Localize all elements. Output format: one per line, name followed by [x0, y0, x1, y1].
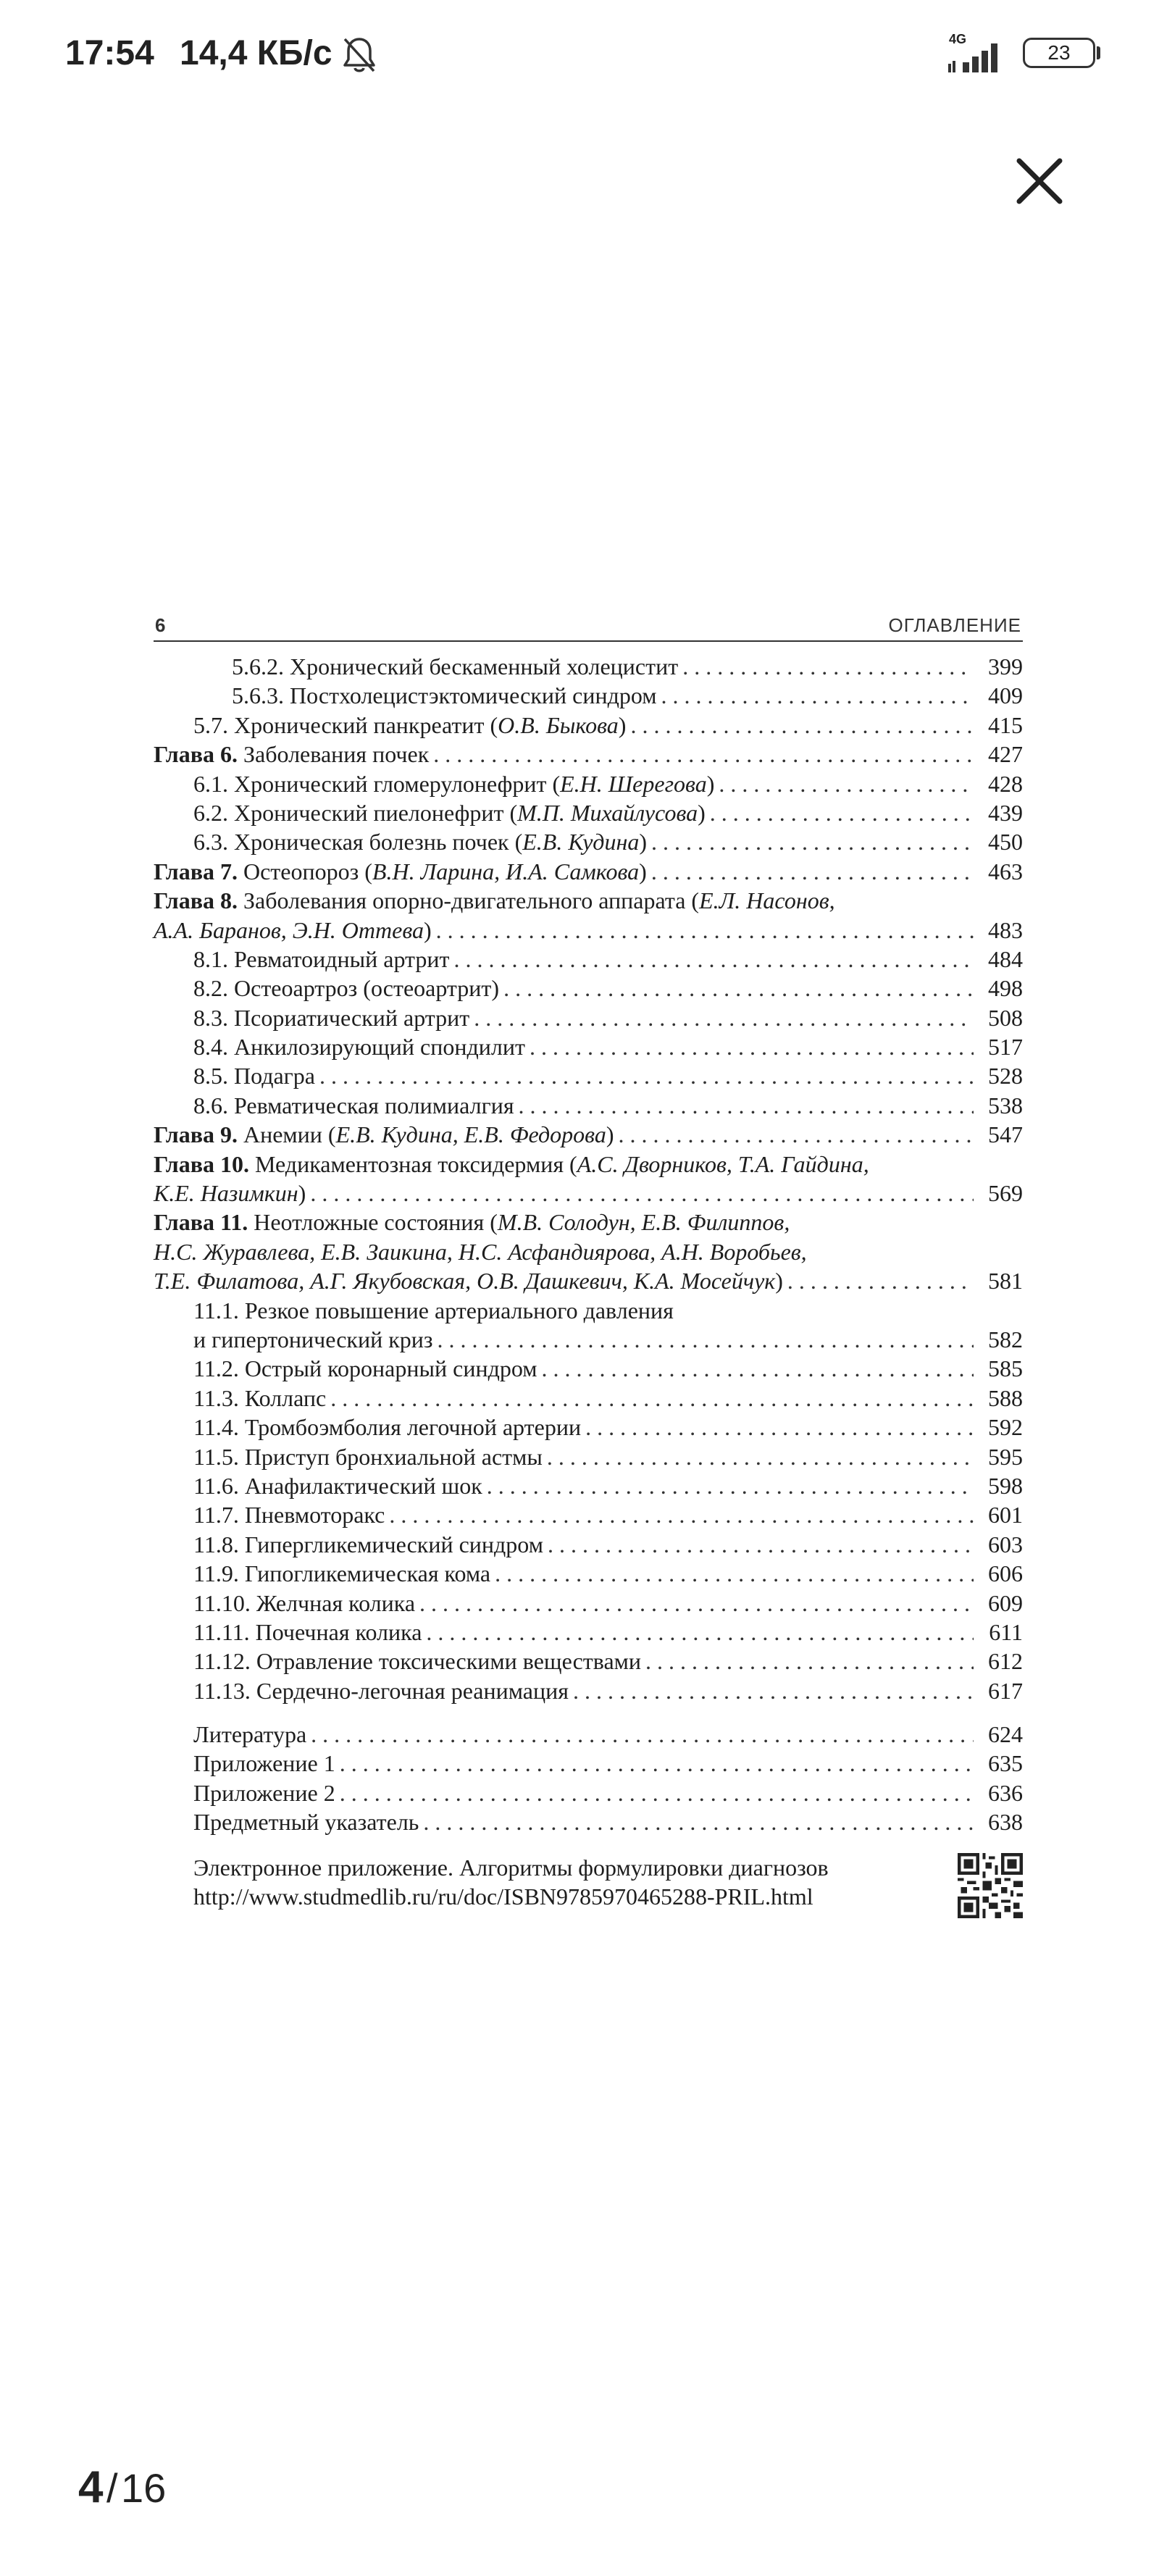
toc-entry	[154, 857, 1023, 886]
toc-entry	[154, 1061, 1023, 1090]
toc-page-number: 439	[988, 799, 1023, 826]
toc-page-number: 427	[988, 741, 1023, 768]
toc-entry	[154, 1647, 1023, 1676]
toc-entry-authors: Е.Л. Насонов,	[699, 887, 835, 914]
toc-entry-title	[154, 916, 432, 945]
toc-entry-title	[193, 1296, 1023, 1325]
toc-entry-title	[193, 1647, 641, 1676]
dot-leader	[661, 681, 974, 710]
toc-entry-tail: )	[639, 858, 647, 885]
toc-entry-text: 11.12. Отравление токсическими веществами	[193, 1648, 642, 1675]
toc-entry-text: Заболевания почек	[237, 741, 430, 768]
toc-entry	[154, 740, 1023, 769]
dot-leader	[438, 1325, 974, 1354]
toc-entry	[154, 1384, 1023, 1413]
toc-page-number: 569	[988, 1180, 1023, 1207]
toc-page-number: 606	[988, 1560, 1023, 1587]
toc-page-number: 409	[988, 682, 1023, 709]
toc-page-number: 415	[988, 711, 1023, 738]
toc-entry	[154, 1413, 1023, 1442]
toc-entry-text: 8.6. Ревматическая полимиалгия	[193, 1092, 514, 1118]
dot-leader	[311, 1720, 974, 1749]
dot-leader	[310, 1179, 974, 1208]
toc-entry	[154, 1749, 1023, 1778]
network-type: 4G	[949, 32, 967, 46]
toc-entry-tail: )	[639, 829, 648, 856]
toc-page-number: 547	[988, 1121, 1023, 1148]
toc-entry-authors: О.В. Быкова	[498, 711, 619, 738]
signal-icon	[945, 29, 1011, 77]
toc-entry-title	[193, 1413, 581, 1442]
toc-page-number: 582	[988, 1326, 1023, 1352]
toc-page-number: 617	[988, 1677, 1023, 1704]
toc-entry-title	[193, 1778, 335, 1807]
toc-entry-tail: )	[424, 916, 432, 943]
qr-code-icon	[958, 1853, 1023, 1918]
dot-leader	[519, 1091, 974, 1120]
page-header	[154, 614, 1023, 642]
toc-entry-title	[193, 769, 714, 798]
toc-entry-text: Литература	[193, 1721, 307, 1748]
toc-entry	[154, 916, 1023, 945]
toc-entry-authors: Е.Н. Шерегова	[560, 770, 707, 797]
toc-entry-authors: К.Е. Назимкин	[154, 1180, 298, 1207]
toc-entry-text: Предметный указатель	[193, 1809, 419, 1836]
dot-leader	[682, 652, 974, 681]
toc-page-number: 592	[988, 1414, 1023, 1441]
toc-page-number: 450	[988, 829, 1023, 856]
toc-entry-text: 5.7. Хронический панкреатит (	[193, 711, 498, 738]
toc-entry	[154, 1179, 1023, 1208]
toc-entry	[154, 1354, 1023, 1383]
page-counter	[78, 2462, 166, 2513]
dot-leader	[651, 827, 974, 856]
toc-entry-authors: М.П. Михайлусова	[517, 799, 698, 826]
dot-leader	[630, 711, 974, 740]
dot-leader	[426, 1618, 974, 1647]
toc-entry	[154, 1150, 1023, 1179]
toc-entry-title	[193, 1471, 482, 1500]
toc-entry	[154, 1003, 1023, 1032]
toc-page-number: 483	[988, 916, 1023, 943]
toc-entry	[154, 1296, 1023, 1325]
toc-entry-text: Остеопороз (	[237, 858, 372, 885]
toc-entry-title	[193, 798, 706, 827]
toc-entry-authors: Е.В. Кудина, Е.В. Федорова	[335, 1121, 606, 1148]
toc-page-number: 595	[988, 1443, 1023, 1470]
toc-entry-text: и гипертонический криз	[193, 1326, 433, 1352]
appendix-link[interactable]: http://www.studmedlib.ru/ru/doc/ISBN9785970465288-PRIL.html	[193, 1883, 813, 1910]
toc-page-number: 508	[988, 1004, 1023, 1031]
battery-icon: 23	[1023, 38, 1095, 68]
toc-entry	[154, 769, 1023, 798]
toc-page-number: 636	[988, 1779, 1023, 1806]
toc-entry	[154, 1530, 1023, 1559]
toc-entry-title	[193, 1559, 490, 1588]
dot-leader	[495, 1559, 974, 1588]
toc-entry	[154, 1120, 1023, 1149]
toc-entry-title	[193, 1091, 514, 1120]
toc-entry	[154, 1325, 1023, 1354]
dot-leader	[419, 1589, 974, 1618]
toc-entry-title	[193, 1749, 335, 1778]
toc-entry-text: 5.6.2. Хронический бескаменный холецистит	[232, 653, 679, 679]
toc-page-number: 603	[988, 1531, 1023, 1557]
toc-entry-title	[193, 1589, 415, 1618]
dot-leader	[651, 857, 974, 886]
toc-entry	[154, 1676, 1023, 1705]
toc-entry-title	[193, 1676, 569, 1705]
dot-leader	[340, 1749, 974, 1778]
toc-entry-authors: А.А. Баранов, Э.Н. Оттева	[154, 916, 424, 943]
dot-leader	[645, 1647, 974, 1676]
appendix-title: Электронное приложение. Алгоритмы формулировки диагнозов	[193, 1854, 829, 1881]
toc-entry	[154, 974, 1023, 1003]
toc-entry-authors: А.С. Дворников, Т.А. Гайдина,	[577, 1150, 869, 1177]
toc-page-number: 612	[988, 1648, 1023, 1675]
toc-entry	[154, 711, 1023, 740]
toc-page-number: 463	[988, 858, 1023, 885]
toc-entry-title	[154, 1208, 1023, 1237]
dot-leader	[542, 1354, 974, 1383]
toc-entry-text: 11.7. Пневмоторакс	[193, 1502, 385, 1529]
toc-entry	[154, 1720, 1023, 1749]
toc-entry-title	[193, 945, 450, 974]
dot-leader	[503, 974, 974, 1003]
dot-leader	[719, 769, 974, 798]
toc-page-number: 538	[988, 1092, 1023, 1118]
toc-entry-text: Приложение 1	[193, 1750, 335, 1777]
toc-entry-text: 11.1. Резкое повышение артериального давления	[193, 1297, 674, 1323]
toc-entry	[154, 1237, 1023, 1266]
status-time: 17:54	[65, 34, 154, 72]
toc-entry-tail: )	[706, 770, 715, 797]
toc-entry-text: Заболевания опорно-двигательного аппарата (	[237, 887, 700, 914]
dot-leader	[433, 740, 974, 769]
toc-entry-tail: )	[775, 1268, 783, 1295]
toc-entry-text: 6.2. Хронический пиелонефрит (	[193, 799, 518, 826]
electronic-appendix	[154, 1853, 1023, 1918]
toc-entry-title	[154, 1120, 614, 1149]
toc-page-number: 528	[988, 1063, 1023, 1090]
document-page	[154, 614, 1023, 1918]
dot-leader	[547, 1442, 974, 1471]
dot-leader	[530, 1032, 974, 1061]
toc-entry	[154, 1208, 1023, 1237]
toc-entry	[154, 1442, 1023, 1471]
dot-leader	[573, 1676, 974, 1705]
toc-entry-text: 11.4. Тромбоэмболия легочной артерии	[193, 1414, 582, 1441]
toc-page-number: 581	[988, 1268, 1023, 1295]
dot-leader	[319, 1061, 974, 1090]
toc-page-number: 635	[988, 1750, 1023, 1777]
toc-page-number: 638	[988, 1809, 1023, 1836]
toc-entry-title	[232, 681, 657, 710]
toc-entry	[154, 1807, 1023, 1836]
chapter-label: Глава 9.	[154, 1121, 238, 1148]
toc-entry-title	[193, 711, 626, 740]
toc-entry-authors: Н.С. Журавлева, Е.В. Заикина, Н.С. Асфандиярова, А.Н. Воробьев,	[154, 1238, 807, 1265]
toc-page-number: 601	[988, 1502, 1023, 1529]
toc-entry-text: 8.3. Псориатический артрит	[193, 1004, 470, 1031]
toc-entry-title	[193, 974, 499, 1003]
toc-entry-title	[193, 1807, 419, 1836]
dot-leader	[436, 916, 974, 945]
battery-tip	[1097, 46, 1100, 59]
chapter-label: Глава 6.	[154, 741, 238, 768]
toc-page-number: 611	[989, 1618, 1023, 1645]
toc-entry-title	[193, 1720, 306, 1749]
toc-entry-tail: )	[606, 1121, 614, 1148]
toc-entry	[154, 798, 1023, 827]
toc-entry-text: Анемии (	[237, 1121, 336, 1148]
status-speed: 14,4 КБ/с	[180, 34, 332, 72]
toc-entry-title	[154, 740, 429, 769]
toc-entry-text: 8.2. Остеоартроз (остеоартрит)	[193, 975, 500, 1002]
toc-entry-title	[193, 1500, 385, 1529]
toc-entry-text: 11.5. Приступ бронхиальной астмы	[193, 1443, 543, 1470]
chapter-label: Глава 11.	[154, 1209, 248, 1236]
toc-entry-text: 8.5. Подагра	[193, 1063, 315, 1090]
total-pages: 16	[120, 2465, 167, 2511]
status-bar	[0, 0, 1159, 109]
toc-entry	[154, 886, 1023, 915]
toc-entry-title	[193, 1442, 543, 1471]
toc-entry-authors: Е.В. Кудина	[522, 829, 640, 856]
toc-entry-authors: М.В. Солодун, Е.В. Филиппов,	[497, 1209, 790, 1236]
toc-entry-title	[193, 1354, 537, 1383]
chapter-label: Глава 7.	[154, 858, 238, 885]
toc-entry-text: 11.11. Почечная колика	[193, 1618, 422, 1645]
dot-leader	[585, 1413, 974, 1442]
toc-page-number: 428	[988, 770, 1023, 797]
dot-leader	[474, 1003, 974, 1032]
chapter-label: Глава 10.	[154, 1150, 249, 1177]
toc-entry-title	[154, 1150, 1023, 1179]
dot-leader	[389, 1500, 974, 1529]
toc-entry	[154, 1266, 1023, 1295]
toc-entry-text: 8.1. Ревматоидный артрит	[193, 945, 450, 972]
toc-entry-text: 11.3. Коллапс	[193, 1384, 327, 1411]
toc-page-number: 598	[988, 1472, 1023, 1499]
toc-entry	[154, 1618, 1023, 1647]
toc-entry-title	[193, 1061, 315, 1090]
page-number: 6	[155, 614, 166, 636]
toc-page-number: 624	[988, 1721, 1023, 1748]
toc-entry-title	[193, 1618, 422, 1647]
toc-entry-authors: Т.Е. Филатова, А.Г. Якубовская, О.В. Дашкевич, К.А. Мосейчук	[154, 1268, 776, 1295]
toc-entry-title	[154, 886, 1023, 915]
dot-leader	[487, 1471, 974, 1500]
toc-page-number: 399	[988, 653, 1023, 679]
bell-off-icon	[340, 35, 378, 75]
toc-entry-tail: )	[298, 1180, 306, 1207]
dot-leader	[454, 945, 974, 974]
toc-entry-text: 11.10. Желчная колика	[193, 1589, 416, 1616]
toc-entry-title	[193, 1384, 326, 1413]
chapter-label: Глава 8.	[154, 887, 238, 914]
toc-entry	[154, 1471, 1023, 1500]
toc-entry-tail: )	[698, 799, 706, 826]
dot-leader	[548, 1530, 974, 1559]
toc-entry-text: 11.6. Анафилактический шок	[193, 1472, 482, 1499]
dot-leader	[330, 1384, 974, 1413]
toc-entry-text: 11.9. Гипогликемическая кома	[193, 1560, 491, 1587]
close-icon[interactable]	[1007, 149, 1072, 214]
toc-entry-text: Неотложные состояния (	[248, 1209, 498, 1236]
toc-entry-title	[232, 652, 678, 681]
toc-page-number: 498	[988, 975, 1023, 1002]
toc-entry	[154, 1032, 1023, 1061]
toc-page-number: 588	[988, 1384, 1023, 1411]
toc-entry	[154, 827, 1023, 856]
toc-entry	[154, 1589, 1023, 1618]
toc-entry-authors: В.Н. Ларина, И.А. Самкова	[372, 858, 640, 885]
toc-entry-text: Приложение 2	[193, 1779, 335, 1806]
toc-entry-title	[154, 1237, 1023, 1266]
toc-entry	[154, 681, 1023, 710]
toc-entry-title	[154, 857, 647, 886]
toc-entry-title	[154, 1179, 306, 1208]
toc-entry-title	[193, 1325, 433, 1354]
toc-entry-title	[193, 1003, 469, 1032]
toc-entry	[154, 1778, 1023, 1807]
toc-entry-text: 11.13. Сердечно-легочная реанимация	[193, 1677, 569, 1704]
toc-entry	[154, 1559, 1023, 1588]
toc-entry	[154, 1091, 1023, 1120]
toc-entry-text: 6.3. Хроническая болезнь почек (	[193, 829, 523, 856]
toc-entry-text: 6.1. Хронический гломерулонефрит (	[193, 770, 561, 797]
dot-leader	[423, 1807, 974, 1836]
toc-entry-title	[193, 827, 647, 856]
running-title: ОГЛАВЛЕНИЕ	[888, 614, 1021, 636]
toc-entry	[154, 1500, 1023, 1529]
table-of-contents	[154, 652, 1023, 1837]
toc-page-number: 517	[988, 1034, 1023, 1061]
toc-entry-text: 11.2. Острый коронарный синдром	[193, 1355, 537, 1382]
toc-page-number: 484	[988, 945, 1023, 972]
toc-page-number: 585	[988, 1355, 1023, 1382]
current-page: 4	[78, 2462, 104, 2512]
toc-entry-text: 8.4. Анкилозирующий спондилит	[193, 1034, 525, 1061]
toc-entry-tail: )	[618, 711, 627, 738]
toc-entry-title	[154, 1266, 783, 1295]
toc-page-number: 609	[988, 1589, 1023, 1616]
dot-leader	[787, 1266, 974, 1295]
toc-entry-text: Медикаментозная токсидермия (	[248, 1150, 577, 1177]
toc-entry-title	[193, 1032, 525, 1061]
toc-entry-title	[193, 1530, 543, 1559]
dot-leader	[340, 1778, 974, 1807]
toc-entry	[154, 652, 1023, 681]
toc-entry-text: 11.8. Гипергликемический синдром	[193, 1531, 543, 1557]
page-separator: /	[106, 2465, 118, 2511]
dot-leader	[618, 1120, 974, 1149]
dot-leader	[710, 798, 974, 827]
toc-entry-text: 5.6.3. Постхолецистэктомический синдром	[232, 682, 657, 709]
toc-entry	[154, 945, 1023, 974]
